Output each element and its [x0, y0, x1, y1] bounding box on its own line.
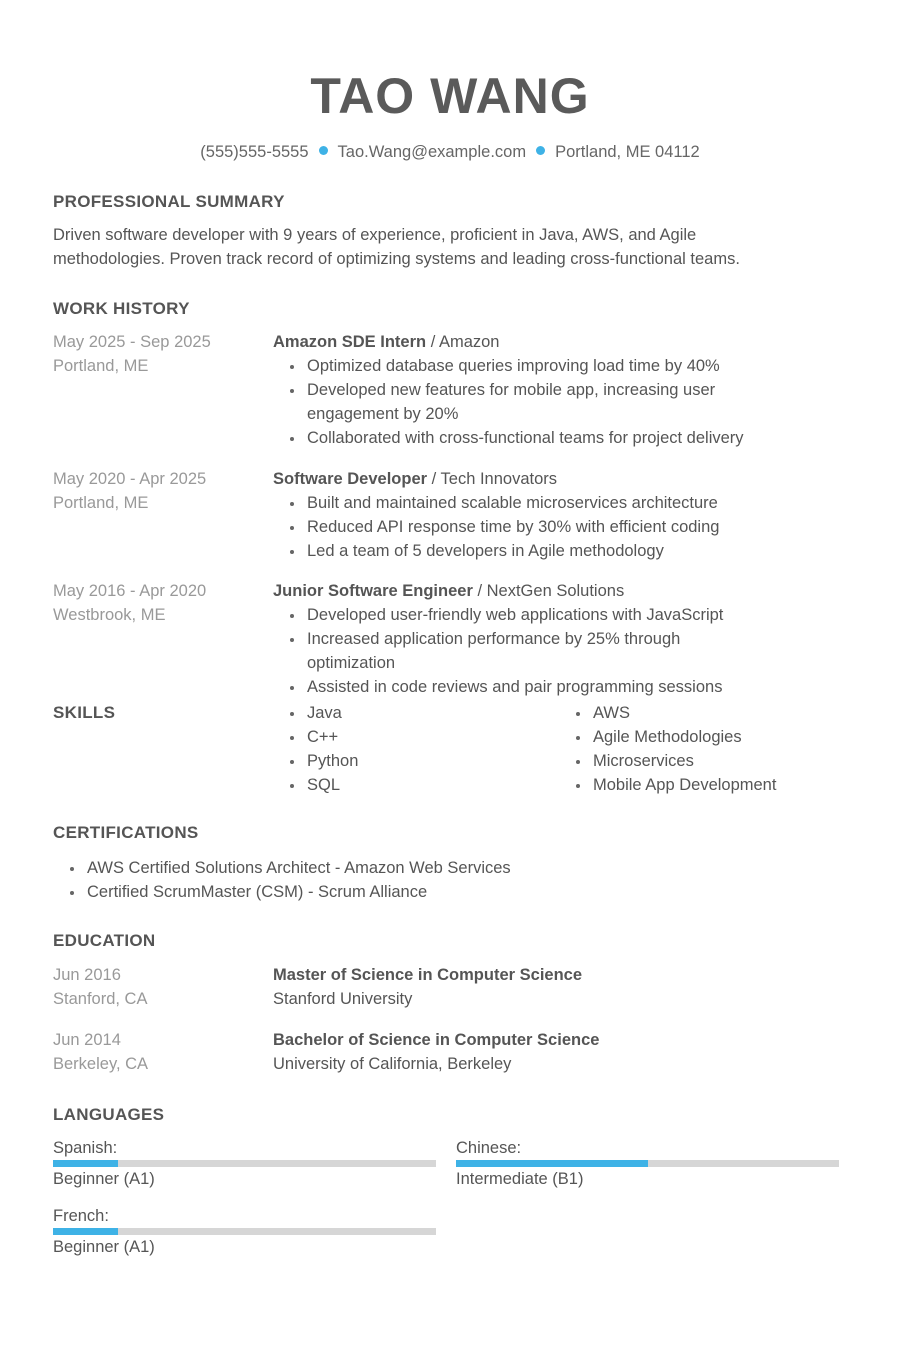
language-level: Beginner (A1): [53, 1238, 155, 1256]
job-entry: [273, 579, 833, 699]
job-bullet: Increased application performance by 25% through optimization: [307, 627, 757, 675]
job-bullet: Developed new features for mobile app, increasing user engagement by 20%: [307, 378, 757, 426]
job-dates-location: [53, 330, 211, 378]
language-spanish: [53, 1136, 436, 1191]
language-french: [53, 1204, 436, 1259]
education-date: Jun 2016: [53, 966, 121, 984]
job-bullet: Optimized database queries improving load time by 40%: [307, 354, 757, 378]
job-dates-location: [53, 467, 206, 515]
skill-item: Agile Methodologies: [593, 725, 776, 749]
education-entry-dates: [53, 1028, 148, 1076]
skills-list-1: [307, 701, 358, 797]
proficiency-fill: [53, 1228, 118, 1235]
job-location: Westbrook, ME: [53, 606, 166, 624]
bullet-dot-icon: [536, 146, 545, 155]
summary-heading: PROFESSIONAL SUMMARY: [53, 192, 285, 211]
job-bullet: Developed user-friendly web applications with JavaScript: [307, 603, 757, 627]
certification-item: Certified ScrumMaster (CSM) - Scrum Alliance: [87, 880, 511, 904]
certifications-list: [87, 856, 511, 904]
skills-heading: SKILLS: [53, 703, 116, 722]
proficiency-bar: [456, 1160, 839, 1167]
job-header: [273, 330, 833, 354]
education-heading: EDUCATION: [53, 931, 156, 950]
skill-item: SQL: [307, 773, 358, 797]
company: / Amazon: [426, 333, 500, 351]
skills-list-2: [593, 701, 776, 797]
education-date: Jun 2014: [53, 1031, 121, 1049]
bullet-dot-icon: [319, 146, 328, 155]
language-chinese: [456, 1136, 839, 1191]
summary-text: [53, 223, 740, 271]
language-name: Chinese:: [456, 1139, 522, 1157]
work-history-heading: WORK HISTORY: [53, 299, 190, 318]
job-header: [273, 579, 833, 603]
job-title: Software Developer: [273, 470, 428, 488]
job-entry: [273, 467, 833, 563]
language-level: Intermediate (B1): [456, 1170, 584, 1188]
language-name: French:: [53, 1207, 109, 1225]
job-dates: May 2025 - Sep 2025: [53, 333, 211, 351]
job-dates-location: [53, 579, 206, 627]
education-location: Berkeley, CA: [53, 1055, 149, 1073]
skill-item: Mobile App Development: [593, 773, 776, 797]
job-bullet: Assisted in code reviews and pair programming sessions: [307, 675, 757, 699]
job-dates: May 2016 - Apr 2020: [53, 582, 207, 600]
email: Tao.Wang@example.com: [337, 143, 527, 161]
job-bullet: Reduced API response time by 30% with efficient coding: [307, 515, 757, 539]
job-header: [273, 467, 833, 491]
skill-item: AWS: [593, 701, 776, 725]
degree: Bachelor of Science in Computer Science: [273, 1031, 600, 1049]
job-bullet: Collaborated with cross-functional teams for project delivery: [307, 426, 757, 450]
proficiency-fill: [53, 1160, 118, 1167]
job-dates: May 2020 - Apr 2025: [53, 470, 207, 488]
job-bullet: Built and maintained scalable microservices architecture: [307, 491, 757, 515]
location: Portland, ME 04112: [555, 143, 700, 161]
job-title: Amazon SDE Intern: [273, 333, 427, 351]
education-location: Stanford, CA: [53, 990, 148, 1008]
education-entry: [273, 1028, 833, 1076]
languages-heading: LANGUAGES: [53, 1105, 165, 1124]
proficiency-bar: [53, 1160, 436, 1167]
job-title: Junior Software Engineer: [273, 582, 473, 600]
education-entry: [273, 963, 833, 1011]
education-entry-dates: [53, 963, 147, 1011]
school: Stanford University: [273, 990, 413, 1008]
summary-line: methodologies. Proven track record of optimizing systems and leading cross-functional teams.: [53, 250, 740, 268]
contact-line: [0, 140, 900, 164]
candidate-name: TAO WANG: [310, 68, 590, 124]
certification-item: AWS Certified Solutions Architect - Amazon Web Services: [87, 856, 511, 880]
proficiency-bar: [53, 1228, 436, 1235]
skill-item: C++: [307, 725, 358, 749]
language-name: Spanish:: [53, 1139, 118, 1157]
job-bullet: Led a team of 5 developers in Agile methodology: [307, 539, 757, 563]
job-bullets: [273, 491, 757, 563]
degree: Master of Science in Computer Science: [273, 966, 583, 984]
company: / Tech Innovators: [427, 470, 557, 488]
job-entry: [273, 330, 833, 450]
proficiency-fill: [456, 1160, 648, 1167]
phone: (555)555-5555: [200, 143, 309, 161]
job-bullets: [273, 354, 757, 450]
certifications-heading: CERTIFICATIONS: [53, 823, 199, 842]
skill-item: Java: [307, 701, 358, 725]
job-location: Portland, ME: [53, 357, 149, 375]
skill-item: Microservices: [593, 749, 776, 773]
language-level: Beginner (A1): [53, 1170, 155, 1188]
skill-item: Python: [307, 749, 358, 773]
job-bullets: [273, 603, 757, 699]
company: / NextGen Solutions: [472, 582, 625, 600]
school: University of California, Berkeley: [273, 1055, 512, 1073]
job-location: Portland, ME: [53, 494, 149, 512]
summary-line: Driven software developer with 9 years of experience, proficient in Java, AWS, and Agile: [53, 226, 697, 244]
